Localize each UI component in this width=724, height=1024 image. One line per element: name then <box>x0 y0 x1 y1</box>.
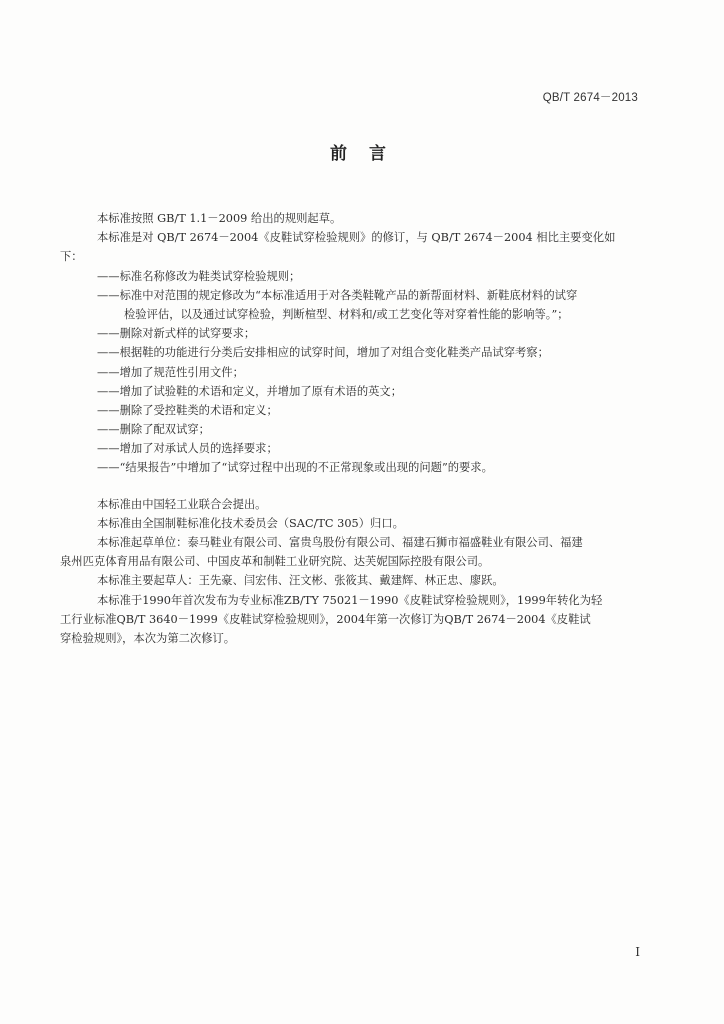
change-item: ——“结果报告”中增加了“试穿过程中出现的不正常现象或出现的问题”的要求。 <box>97 461 493 475</box>
info-line: 泉州匹克体育用品有限公司、中国皮革和制鞋工业研究院、达芙妮国际控股有限公司。 <box>60 555 490 569</box>
change-item: ——标准名称修改为鞋类试穿检验规则； <box>97 269 301 283</box>
change-item-continuation: 检验评估，以及通过试穿检验，判断楦型、材料和/或工艺变化等对穿着性能的影响等。”； <box>124 307 569 321</box>
info-line: 本标准由全国制鞋标准化技术委员会（SAC/TC 305）归口。 <box>97 516 404 530</box>
info-line: 工行业标准QB/T 3640－1999《皮鞋试穿检验规则》，2004年第一次修订为QB/T 2674－2004《皮鞋试 <box>60 612 591 626</box>
page-number: I <box>635 945 640 959</box>
change-item: ——删除对新式样的试穿要求； <box>97 327 256 341</box>
change-item: ——删除了配双试穿； <box>97 423 210 437</box>
info-line: 本标准于1990年首次发布为专业标准ZB/TY 75021－1990《皮鞋试穿检验规则》，1999年转化为轻 <box>97 593 603 607</box>
page-title: 前言 <box>330 144 408 164</box>
info-line: 本标准由中国轻工业联合会提出。 <box>97 497 267 511</box>
change-item: ——根据鞋的功能进行分类后安排相应的试穿时间，增加了对组合变化鞋类产品试穿考察； <box>97 346 549 360</box>
info-line: 穿检验规则》，本次为第二次修订。 <box>60 631 236 645</box>
info-line: 本标准主要起草人：王先豪、闫宏伟、汪文彬、张筱其、戴建辉、林正忠、廖跃。 <box>97 574 504 588</box>
intro-line: 下： <box>60 250 83 264</box>
change-item: ——增加了对承试人员的选择要求； <box>97 442 278 456</box>
change-item: ——增加了规范性引用文件； <box>97 365 244 379</box>
change-item: ——删除了受控鞋类的术语和定义； <box>97 403 278 417</box>
change-item: ——增加了试验鞋的术语和定义，并增加了原有术语的英文； <box>97 384 403 398</box>
change-item: ——标准中对范围的规定修改为“本标准适用于对各类鞋靴产品的新帮面材料、新鞋底材料的试穿 <box>97 288 578 302</box>
info-line: 本标准起草单位：泰马鞋业有限公司、富贵鸟股份有限公司、福建石狮市福盛鞋业有限公司、福建 <box>97 536 583 549</box>
standard-code: QB/T 2674－2013 <box>542 92 638 104</box>
intro-line: 本标准按照 GB/T 1.1－2009 给出的规则起草。 <box>97 212 342 225</box>
intro-line: 本标准是对 QB/T 2674－2004《皮鞋试穿检验规则》的修订，与 QB/T 2674－2004 相比主要变化如 <box>97 231 616 245</box>
preface-body <box>60 209 644 648</box>
